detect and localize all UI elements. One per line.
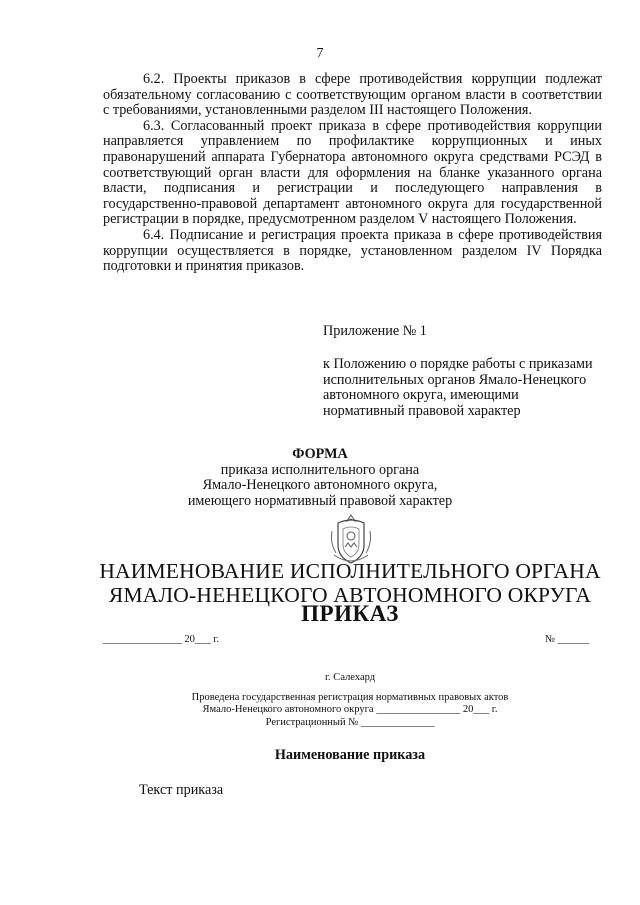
organization-name — [0, 559, 640, 607]
appendix-ref-line: автономного округа, имеющими — [323, 387, 519, 404]
registration-line: Проведена государственная регистрация нормативных правовых актов — [191, 692, 509, 703]
city-name: г. Салехард — [324, 672, 376, 683]
body-text — [103, 72, 602, 275]
registration-line: Ямало-Ненецкого автономного округа ________________ 20___ г. — [202, 704, 498, 716]
registration-stamp — [0, 692, 640, 729]
number-field: № ______ — [545, 634, 590, 645]
form-subtitle-line: приказа исполнительного органа — [220, 461, 420, 478]
paragraph-6-3: 6.3. Согласованный проект приказа в сфере противодействия коррупции направляется управлением по профилактике коррупционных и иных правонарушений аппарата Губернатора автономного округа средствами РСЭД в соответствующий орган власти для оформления на бланке указанного органа власти, подписания и регистрации и последующего направления в государственно-правовой департамент автономного округа для государственной регистрации в порядке, предусмотренном разделом V настоящего Положения. — [103, 117, 602, 228]
appendix-reference — [323, 357, 613, 419]
paragraph-6-2: 6.2. Проекты приказов в сфере противодействия коррупции подлежат обязательному согласованию с соответствующим органом власти в соответствии с требованиями, установленными разделом III настоящего Положения. — [103, 71, 602, 119]
appendix-ref-line: нормативный правовой характер — [323, 402, 521, 419]
appendix-title: Приложение № 1 — [323, 323, 427, 339]
date-field: _______________ 20___ г. — [103, 634, 219, 645]
document-type-title: ПРИКАЗ — [301, 601, 399, 626]
registration-line: Регистрационный № ______________ — [265, 716, 435, 728]
page-number: 7 — [316, 46, 324, 61]
form-header — [0, 447, 640, 509]
organization-name-line: ЯМАЛО-НЕНЕЦКОГО АВТОНОМНОГО ОКРУГА — [108, 583, 592, 607]
order-text: Текст приказа — [139, 782, 224, 798]
paragraph-6-4: 6.4. Подписание и регистрация проекта приказа в сфере противодействия коррупции осуществляется в порядке, установленном разделом IV Порядка подготовки и принятия приказов. — [103, 226, 602, 275]
form-subtitle-line: Ямало-Ненецкого автономного округа, — [202, 477, 438, 494]
order-name: Наименование приказа — [274, 747, 426, 763]
appendix-ref-line: к Положению о порядке работы с приказами — [323, 356, 593, 372]
form-subtitle-line: имеющего нормативный правовой характер — [187, 492, 453, 509]
form-title: ФОРМА — [292, 446, 348, 462]
organization-name-line: НАИМЕНОВАНИЕ ИСПОЛНИТЕЛЬНОГО ОРГАНА — [99, 559, 601, 583]
appendix-ref-line: исполнительных органов Ямало-Ненецкого — [323, 371, 587, 388]
